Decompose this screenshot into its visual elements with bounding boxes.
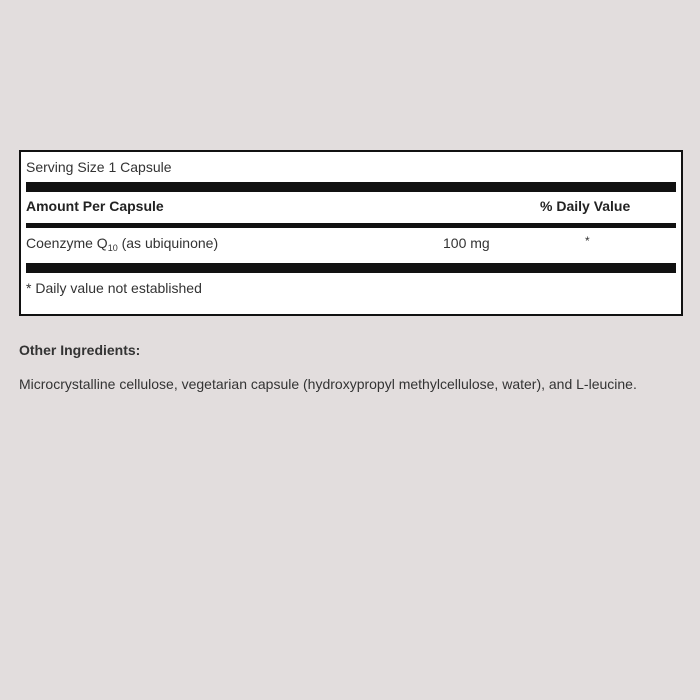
- nutrient-name-suffix: (as ubiquinone): [117, 235, 219, 251]
- thin-divider: [26, 223, 676, 228]
- nutrient-name-subscript: 10: [107, 243, 118, 253]
- thick-divider-bottom: [26, 263, 676, 273]
- serving-size: Serving Size 1 Capsule: [26, 159, 172, 175]
- nutrient-amount: 100 mg: [443, 235, 490, 251]
- nutrient-daily-value: *: [585, 234, 590, 248]
- other-ingredients-heading: Other Ingredients:: [19, 342, 141, 358]
- other-ingredients-text: Microcrystalline cellulose, vegetarian capsule (hydroxypropyl methylcellulose, water), and L-leucine.: [19, 376, 637, 392]
- amount-per-capsule-header: Amount Per Capsule: [26, 198, 164, 214]
- nutrient-name-main: Coenzyme Q: [26, 235, 108, 251]
- supplement-facts-panel: [19, 150, 683, 316]
- footnote: * Daily value not established: [26, 280, 202, 296]
- daily-value-header: % Daily Value: [540, 198, 631, 214]
- nutrient-name: [26, 235, 218, 253]
- thick-divider: [26, 182, 676, 192]
